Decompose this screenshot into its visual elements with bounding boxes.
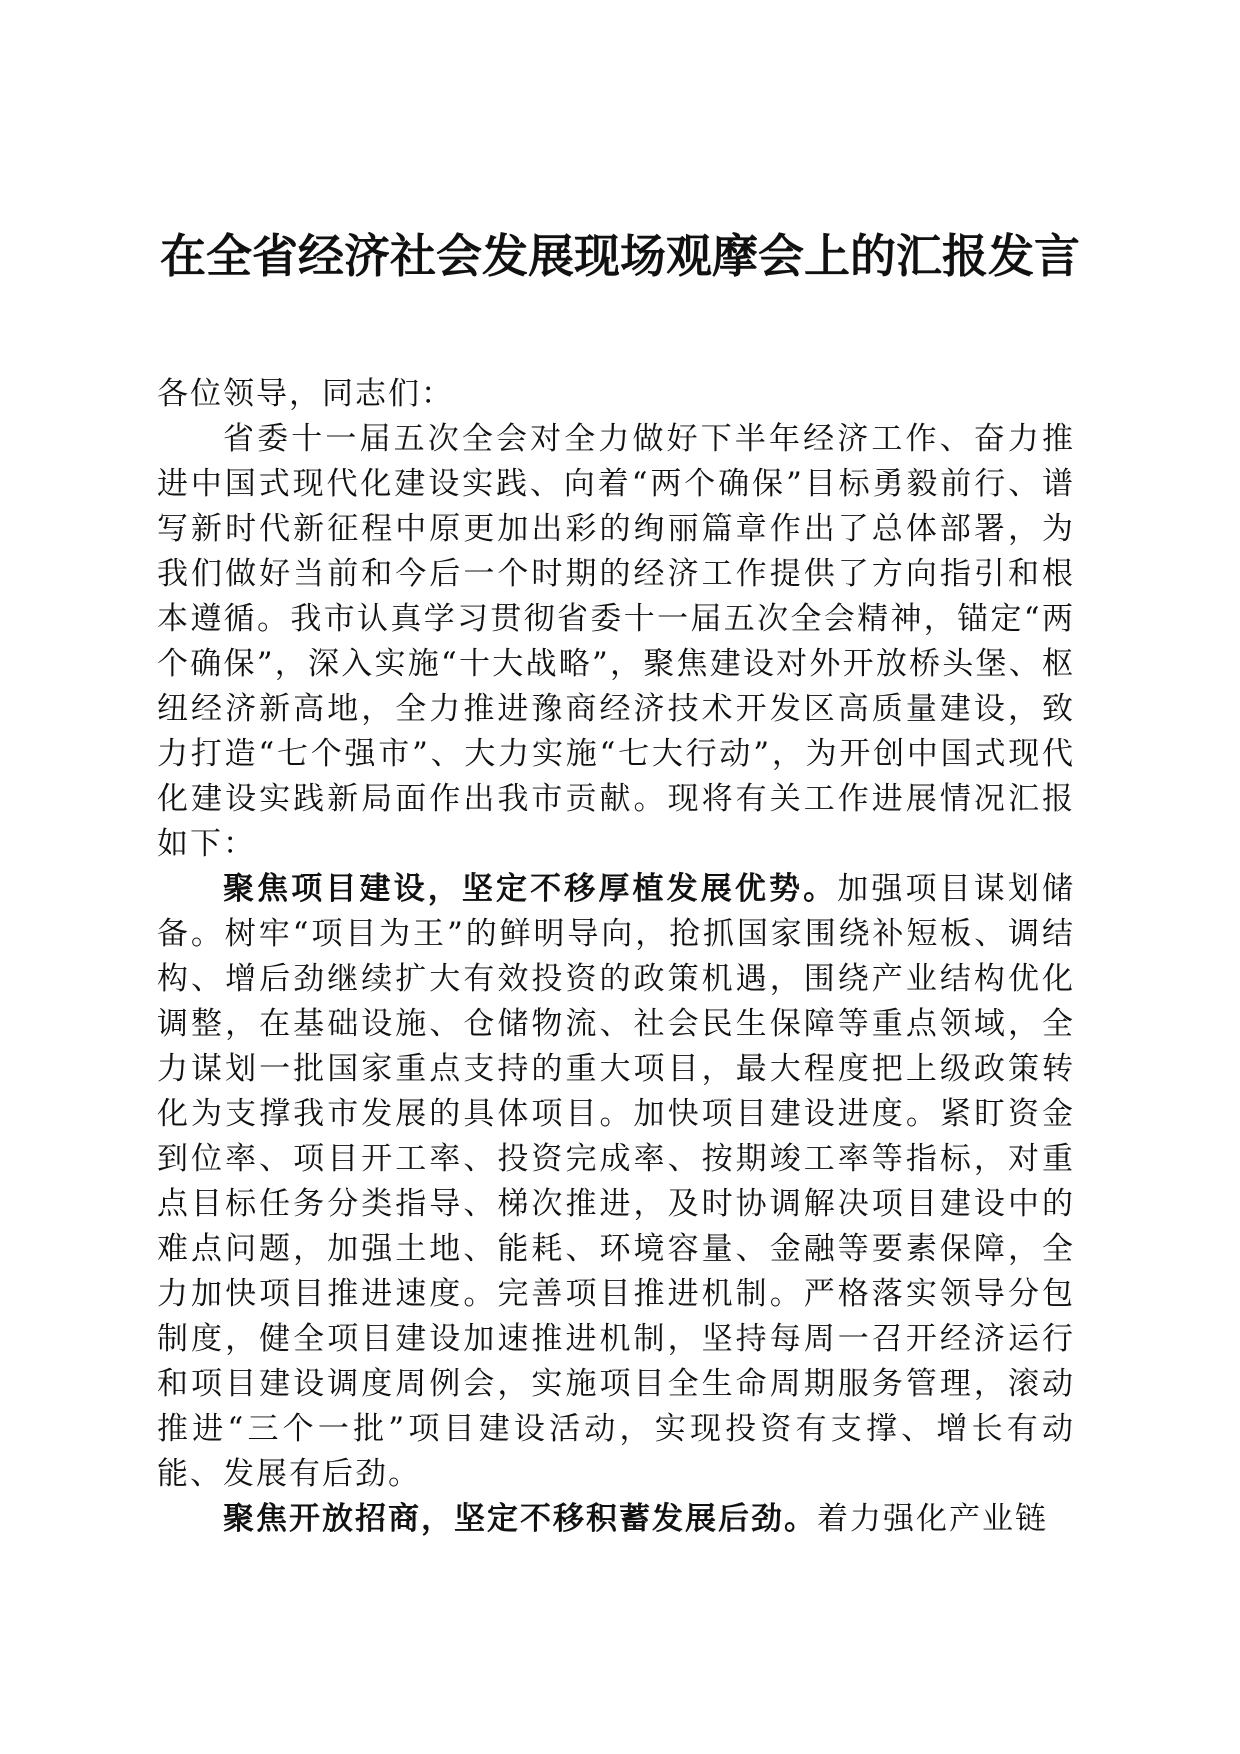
- paragraph-text: 加强项目谋划储备。树牢“项目为王”的鲜明导向，抢抓国家围绕补短板、调结构、增后劲继续扩大有效投资的政策机遇，围绕产业结构优化调整，在基础设施、仓储物流、社会民生保障等重点领域，全力谋划一批国家重点支持的重大项目，最大程度把上级政策转化为支撑我市发展的具体项目。加快项目建设进度。紧盯资金到位率、项目开工率、投资完成率、按期竣工率等指标，对重点目标任务分类指导、梯次推进，及时协调解决项目建设中的难点问题，加强土地、能耗、环境容量、金融等要素保障，全力加快项目推进速度。完善项目推进机制。严格落实领导分包制度，健全项目建设加速推进机制，坚持每周一召开经济运行和项目建设调度周例会，实施项目全生命周期服务管理，滚动推进“三个一批”项目建设活动，实现投资有支撑、增长有动能、发展有后劲。: [157, 871, 1075, 1492]
- salutation: 各位领导，同志们：: [157, 376, 454, 412]
- paragraph-text: 省委十一届五次全会对全力做好下半年经济工作、奋力推进中国式现代化建设实践、向着“两个确保”目标勇毅前行、谱写新时代新征程中原更加出彩的绚丽篇章作出了总体部署，为我们做好当前和今后一个时期的经济工作提供了方向指引和根本遵循。我市认真学习贯彻省委十一届五次全会精神，锚定“两个确保”，深入实施“十大战略”，聚焦建设对外开放桥头堡、枢纽经济新高地，全力推进豫商经济技术开发区高质量建设，致力打造“七个强市”、大力实施“七大行动”，为开创中国式现代化建设实践新局面作出我市贡献。现将有关工作进展情况汇报如下：: [157, 421, 1075, 862]
- paragraph-heading: 聚焦开放招商，坚定不移积蓄发展后劲。: [223, 1501, 817, 1537]
- paragraph-open-investment: [157, 1497, 1075, 1542]
- paragraph-heading: 聚焦项目建设，坚定不移厚植发展优势。: [223, 871, 838, 907]
- document-body: [157, 372, 1075, 1542]
- paragraph-project-construction: [157, 867, 1075, 1497]
- document-title: 在全省经济社会发展现场观摩会上的汇报发言: [160, 229, 1080, 283]
- paragraph-text: 着力强化产业链: [817, 1501, 1048, 1537]
- paragraph-intro: [157, 417, 1075, 867]
